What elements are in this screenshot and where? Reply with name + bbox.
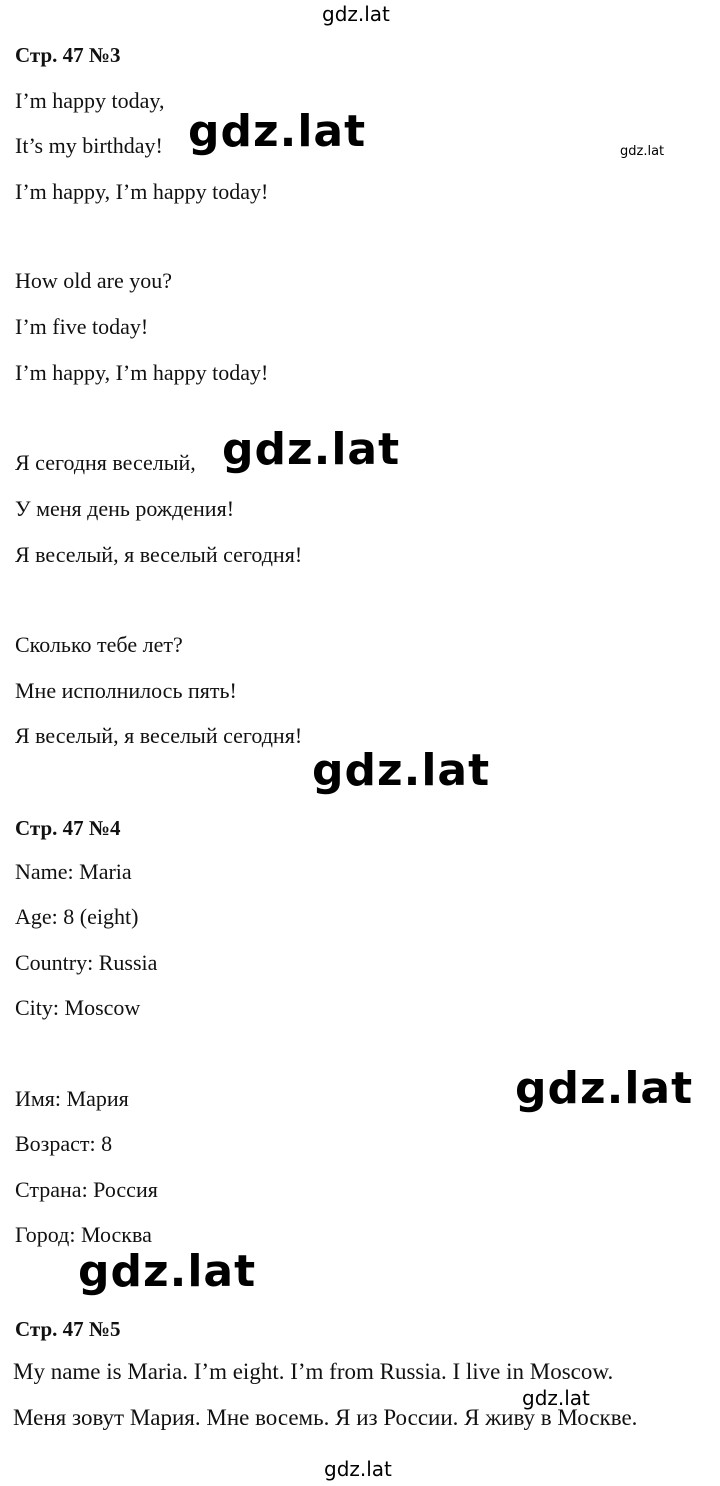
watermark-text: gdz.lat bbox=[322, 2, 390, 26]
poem-line: Сколько тебе лет? bbox=[15, 632, 183, 657]
profile-field: Город: Москва bbox=[15, 1222, 152, 1247]
poem-line: I’m five today! bbox=[15, 314, 149, 339]
watermark-text: gdz.lat bbox=[522, 1386, 590, 1410]
poem-line: I’m happy today, bbox=[15, 88, 165, 113]
poem-line: Я веселый, я веселый сегодня! bbox=[15, 542, 303, 567]
profile-field: City: Moscow bbox=[15, 995, 141, 1020]
watermark-text: gdz.lat bbox=[324, 1457, 392, 1481]
poem-line: Я веселый, я веселый сегодня! bbox=[15, 723, 303, 748]
poem-line: Мне исполнилось пять! bbox=[15, 678, 237, 703]
poem-line: Я сегодня веселый, bbox=[15, 450, 196, 475]
section-3-heading: Стр. 47 №3 bbox=[15, 43, 121, 67]
poem-line: How old are you? bbox=[15, 268, 173, 293]
watermark-text: gdz.lat bbox=[188, 106, 367, 157]
watermark-text: gdz.lat bbox=[515, 1063, 694, 1114]
poem-line: It’s my birthday! bbox=[15, 133, 163, 158]
profile-field: Country: Russia bbox=[15, 950, 158, 975]
section-5-heading: Стр. 47 №5 bbox=[15, 1317, 121, 1341]
profile-field: Страна: Россия bbox=[15, 1177, 158, 1202]
profile-field: Имя: Мария bbox=[15, 1086, 129, 1111]
watermark-text: gdz.lat bbox=[620, 144, 665, 159]
poem-line: У меня день рождения! bbox=[15, 496, 235, 521]
watermark-text: gdz.lat bbox=[78, 1246, 257, 1297]
profile-field: Age: 8 (eight) bbox=[15, 904, 139, 929]
poem-line: I’m happy, I’m happy today! bbox=[15, 360, 269, 385]
answer-line: My name is Maria. I’m eight. I’m from Russia. I live in Moscow. bbox=[13, 1359, 614, 1384]
answer-line: Меня зовут Мария. Мне восемь. Я из России. Я живу в Москве. bbox=[13, 1405, 638, 1430]
section-4-heading: Стр. 47 №4 bbox=[15, 816, 121, 840]
watermark-text: gdz.lat bbox=[312, 745, 491, 796]
watermark-text: gdz.lat bbox=[222, 424, 401, 475]
profile-field: Name: Maria bbox=[15, 859, 132, 884]
poem-line: I’m happy, I’m happy today! bbox=[15, 179, 269, 204]
profile-field: Возраст: 8 bbox=[15, 1131, 113, 1156]
